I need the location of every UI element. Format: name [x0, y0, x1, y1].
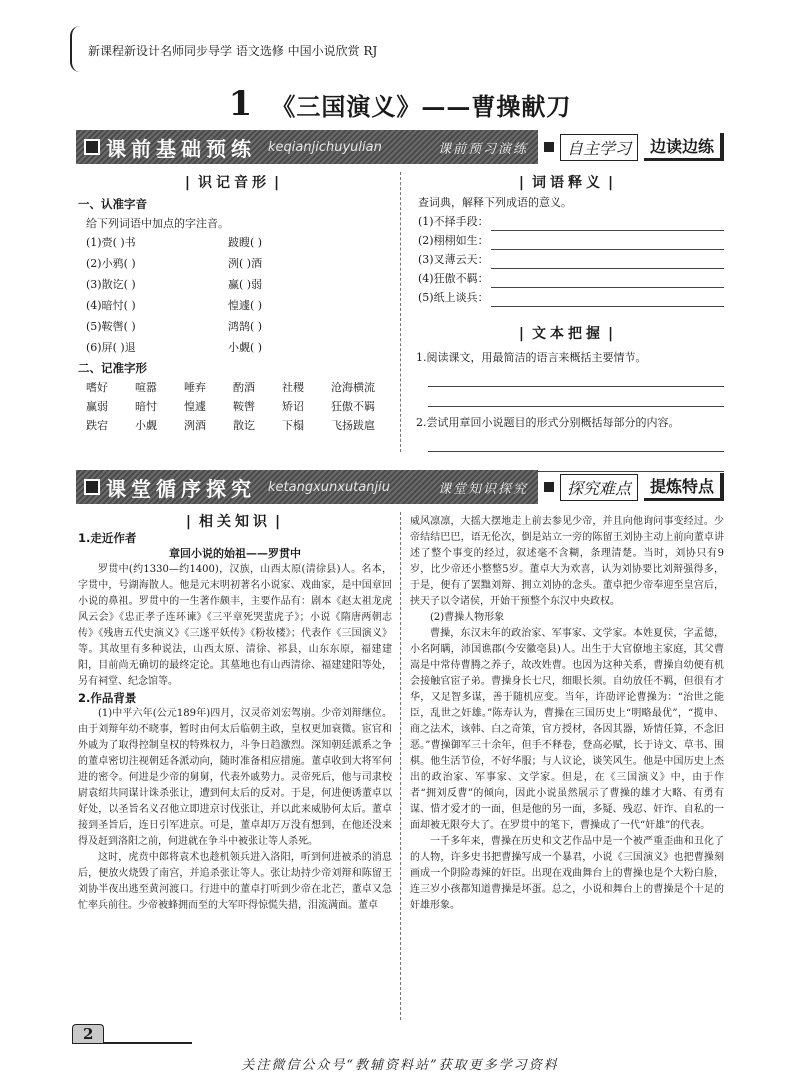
square-icon	[544, 142, 554, 152]
answer-field	[418, 250, 724, 269]
subheading: (2)曹操人物形象	[430, 612, 505, 623]
word: 喧嚣	[135, 381, 157, 394]
question: 1.阅读课文，用最简洁的语言来概括主要情节。	[416, 351, 647, 364]
word: 矫诏	[282, 400, 304, 413]
word: 跌宕	[86, 419, 108, 432]
banner-title: 课堂循序探究	[106, 476, 256, 501]
word: 酌酒	[233, 381, 255, 394]
paragraph: 曹操，东汉末年的政治家、军事家、文学家。本姓夏侯，字孟德，小名阿瞒，沛国谯郡(今安徽亳县)人。出生于大官僚地主家庭，其父曹嵩是中常侍曹腾之养子，故改姓曹。也因为这种关系，曹操自幼便有机会接触官宦子弟。曹操身长七尺，细眼长须。自幼放任不羁，但很有才华，又足智多谋，善于随机应变。当年，许劭评论曹操为：“治世之能臣，乱世之奸雄。”陈寿认为，曹操在三国历史上“明略最优”，“揽申、商之法术，该韩、白之奇策，官方授材，各因其器，矫情任算，不念旧恶。”曹操御军三十余年，但手不释卷，登高必赋，长于诗文、草书、围棋。他生活节俭，不好华服；与人议论，谈笑风生。他是中国历史上杰出的政治家、军事家、文学家。但是，在《三国演义》中，由于作者“拥刘反曹”的倾向，因此小说虽然展示了曹操的雄才大略、有勇有谋、惜才爱才的一面，但是他的另一面，多疑、残忍、奸诈、自私的一面却被无限夸大了。在罗贯中的笔下，曹操成了一代“奸雄”的代表。	[410, 628, 724, 831]
pron-item: 惶遽( )	[228, 299, 263, 312]
character-analysis	[410, 514, 724, 914]
question: 2.尝试用章回小说题目的形式分别概括每部分的内容。	[416, 416, 680, 429]
word: 社稷	[282, 381, 304, 394]
square-icon	[84, 139, 100, 155]
pron-item: 鸿鹄( )	[228, 320, 263, 333]
section-banner-explore	[76, 470, 724, 504]
answer-line[interactable]	[491, 218, 724, 231]
answer-field	[418, 288, 724, 307]
pron-item: (5)鞍辔( )	[86, 320, 136, 333]
word: 飞扬跋扈	[331, 419, 375, 432]
page-number	[72, 1024, 192, 1044]
answer-field	[418, 231, 724, 250]
pron-item: (6)屏( )退	[86, 341, 136, 354]
word: 狂傲不羁	[331, 400, 375, 413]
answer-line[interactable]	[428, 367, 724, 387]
footer-note: 关注微信公众号“教辅资料站”获取更多学习资料	[241, 1058, 559, 1073]
answer-line[interactable]	[428, 432, 724, 452]
pron-item: (1)赍( )书	[86, 236, 136, 249]
lesson-title	[0, 84, 800, 124]
subheading: 一、认准字音	[78, 197, 147, 211]
banner-tag: 探究难点	[560, 474, 638, 501]
column-divider	[400, 512, 401, 1020]
paragraph: 一千多年来，曹操在历史和文艺作品中是一个被严重歪曲和丑化了的人物，许多史书把曹操写成一个暴君，小说《三国演义》也把曹操刻画成一个阴险毒辣的奸臣。出现在戏曲舞台上的曹操也是个大粉白脸，连三岁小孩都知道曹操是坏蛋。总之，小说和舞台上的曹操是个十足的奸雄形象。	[410, 836, 724, 911]
lesson-number: 1	[228, 84, 253, 124]
pron-item: (3)散讫( )	[86, 278, 136, 291]
answer-field	[418, 212, 724, 231]
answer-line[interactable]	[428, 387, 724, 407]
vocab-item: (2)栩栩如生：	[418, 234, 489, 247]
word: 洌酒	[184, 419, 206, 432]
vocab-item: (5)纸上谈兵：	[418, 291, 489, 304]
paragraph: 罗贯中(约1330—约1400)，汉族，山西太原(清徐县)人。名本，字贯中，号湖海散人。他是元末明初著名小说家、戏曲家，是中国章回小说的鼻祖。罗贯中的一生著作颇丰，主要作品有：剧本《赵太祖龙虎风云会》《忠正孝子连环谏》《三平章死哭蜚虎子》；小说《隋唐两朝志传》《残唐五代史演义》《三遂平妖传》《粉妆楼》；代表作《三国演义》等。其故里有多种说法，山西太原、清徐、祁县，山东东原，福建建阳，目前尚无确切的最终定论。其墓地也有山西清徐、福建建阳等处，另有祠堂、纪念馆等。	[78, 564, 392, 687]
vocabulary-section	[412, 174, 724, 472]
banner-bar	[76, 130, 538, 164]
background-knowledge	[78, 514, 392, 914]
banner-tag: 提炼特点	[644, 473, 724, 501]
banner-subtitle: 课堂知识探究	[437, 481, 528, 497]
section-heading: | 识记音形 |	[78, 174, 390, 193]
answer-line[interactable]	[491, 256, 724, 269]
banner-tag: 边读边练	[644, 133, 724, 161]
answer-field	[418, 269, 724, 288]
answer-line[interactable]	[491, 294, 724, 307]
pron-item: 洌( )酒	[228, 257, 263, 270]
answer-line[interactable]	[491, 237, 724, 250]
paragraph: 威风凛凛，大摇大摆地走上前去参见少帝，并且向他询问事变经过。少帝结结巴巴，语无伦次，倒是站立一旁的陈留王刘协主动上前向董卓讲述了整个事变的经过，叙述毫不含糊，条理清楚。当时，刘协只有9岁，比少帝还小整整5岁。董卓大为欢喜，认为刘协要比刘辩强得多，于是，便有了罢黜刘辩、拥立刘协的念头。董卓把少帝奉迎至皇宫后，挟天子以令诸侯，开始干预整个东汉中央政权。	[410, 516, 724, 607]
running-header: 新课程新设计名师同步导学 语文选修 中国小说欣赏 RJ	[88, 44, 378, 58]
vocab-item: (1)不择手段：	[418, 215, 489, 228]
word: 小觑	[135, 419, 157, 432]
banner-bar	[76, 470, 538, 504]
vocab-item: (4)狂傲不羁：	[418, 272, 489, 285]
answer-line[interactable]	[491, 275, 724, 288]
banner-subtitle: 课前预习演练	[437, 141, 528, 157]
pron-item: 赢( )弱	[228, 278, 263, 291]
page-number-label: 2	[72, 1024, 104, 1043]
square-icon	[84, 479, 100, 495]
section-heading: | 相关知识 |	[78, 514, 392, 530]
square-icon	[544, 482, 554, 492]
word: 赢弱	[86, 400, 108, 413]
banner-pinyin: ketangxunxutanjiu	[268, 479, 390, 495]
word: 鞍辔	[233, 400, 255, 413]
pronunciation-section	[78, 174, 390, 435]
section-banner-preview	[76, 130, 724, 164]
pron-item: 跛瞍( )	[228, 236, 263, 249]
word: 暗忖	[135, 400, 157, 413]
subtitle: 章回小说的始祖——罗贯中	[169, 547, 301, 560]
section-heading: | 词语释义 |	[412, 174, 724, 193]
word: 散讫	[233, 419, 255, 432]
pron-item: (4)暗忖( )	[86, 299, 136, 312]
word: 下榻	[282, 419, 304, 432]
glyph-grid	[86, 378, 390, 435]
lesson-title-text: 《三国演义》——曹操献刀	[271, 91, 572, 121]
word: 沧海横流	[331, 381, 375, 394]
pron-item: (2)小鸦( )	[86, 257, 136, 270]
instruction: 查词典，解释下列成语的意义。	[418, 196, 572, 209]
column-divider	[400, 172, 401, 452]
word: 惶遽	[184, 400, 206, 413]
answer-line[interactable]	[428, 452, 724, 472]
instruction: 给下列词语中加点的字注音。	[86, 217, 229, 230]
section-heading: | 文本把握 |	[412, 325, 724, 344]
subheading: 二、记准字形	[78, 361, 147, 375]
banner-title: 课前基础预练	[106, 136, 256, 161]
subheading: 2.作品背景	[78, 691, 137, 705]
paragraph: (1)中平六年(公元189年)四月，汉灵帝刘宏驾崩。少帝刘辩继位。由于刘辩年幼不晓事，暂时由何太后临朝主政，皇权更加衰微。宦官和外戚为了取得控制皇权的特殊权力，斗争日趋激烈。深知朝廷派系之争的董卓密切注视朝廷各派动向，随时准备相应措施。董卓收到大将军何进的密令。何进是少帝的舅舅，代表外戚势力。灵帝死后，他与司隶校尉袁绍共同谋计诛杀张让，遭到何太后的反对。于是，何进便诱董卓以好处，以圣旨名义召他立即进京讨伐张让，并以此来威胁何太后。董卓接到圣旨后，连日引军进京。可是，董卓却万万没有想到，在他还没来得及赶到洛阳之前，何进就在争斗中被张让等人杀死。	[78, 708, 392, 847]
pron-item: 小觑( )	[228, 341, 263, 354]
banner-tag: 自主学习	[560, 134, 638, 161]
word: 嗜好	[86, 381, 108, 394]
vocab-item: (3)叉薄云天：	[418, 253, 489, 266]
header-bracket	[70, 26, 84, 72]
word: 唾弃	[184, 381, 206, 394]
paragraph: 这时，虎贲中郎将袁术也趁机领兵进入洛阳，听到何进被杀的消息后，便放火烧毁了南宫，并追杀张让等人。张让劫持少帝刘辩和陈留王刘协半夜出逃至黄河渡口。行进中的董卓打听到少帝在北芒，董卓又急忙率兵前往。少帝被蜂拥而至的大军吓得惊慌失措，泪流满面。董卓	[78, 852, 392, 911]
subheading: 1.走近作者	[78, 531, 137, 545]
pronunciation-grid	[86, 233, 390, 357]
banner-pinyin: keqianjichuyulian	[268, 139, 382, 155]
